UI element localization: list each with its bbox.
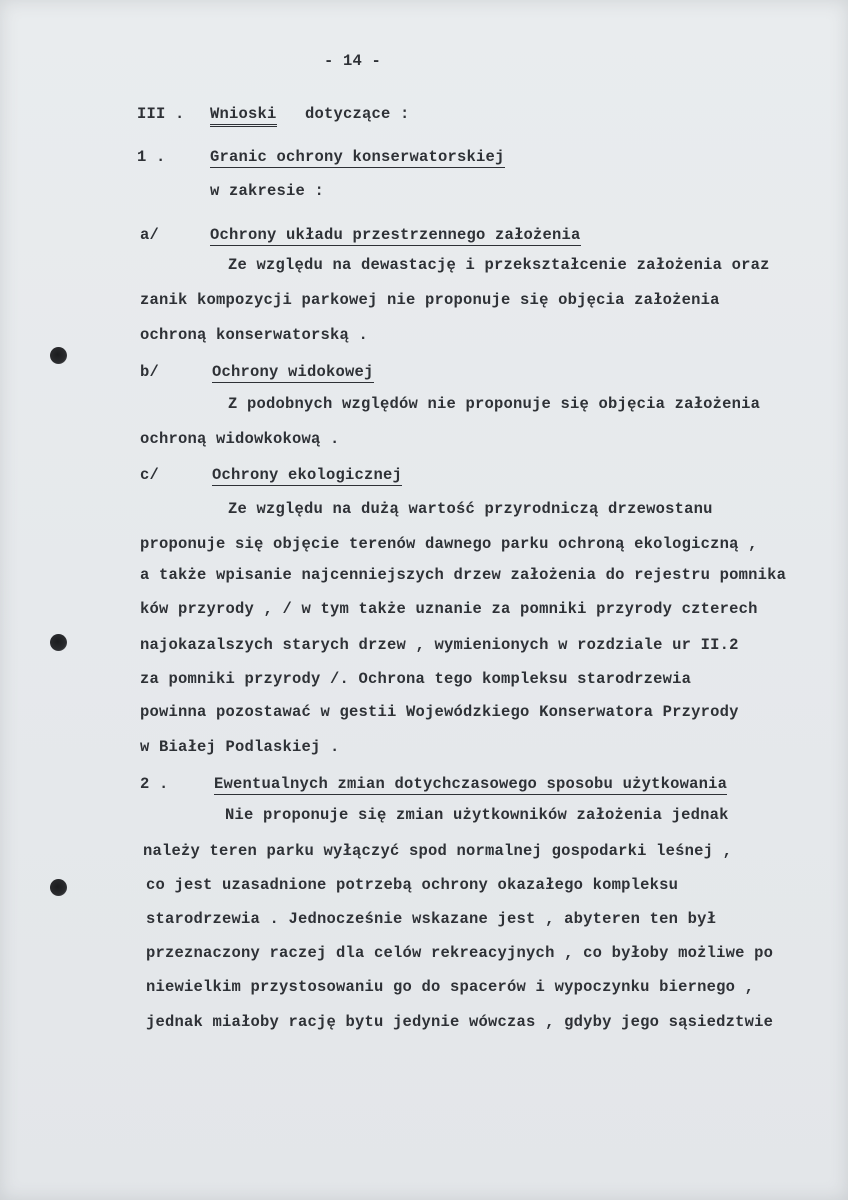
item-c-title <box>212 466 402 484</box>
item-c-line-5: najokazalszych starych drzew , wymienionych w rozdziale ur II.2 <box>140 636 739 654</box>
section2-number: 2 . <box>140 775 169 793</box>
item-b-title-text: Ochrony widokowej <box>212 363 374 381</box>
section2-line-6: niewielkim przystosowaniu go do spacerów i wypoczynku biernego , <box>146 978 755 996</box>
punch-hole-1 <box>50 347 67 364</box>
item-a-line-3: ochroną konserwatorską . <box>140 326 369 344</box>
punch-hole-3 <box>50 879 67 896</box>
item-b-line-1: Z podobnych względów nie proponuje się objęcia założenia <box>228 395 761 413</box>
item-c-line-4: ków przyrody , / w tym także uznanie za pomniki przyrody czterech <box>140 600 758 618</box>
section2-title-text: Ewentualnych zmian dotychczasowego sposobu użytkowania <box>214 775 728 793</box>
heading-rest: dotyczące : <box>305 105 410 123</box>
punch-hole-2 <box>50 634 67 651</box>
item-b-line-2: ochroną widowkokową . <box>140 430 340 448</box>
heading-title <box>210 105 277 123</box>
item-c-line-7: powinna pozostawać w gestii Wojewódzkiego Konserwatora Przyrody <box>140 703 739 721</box>
section2-line-3: co jest uzasadnione potrzebą ochrony okazałego kompleksu <box>146 876 679 894</box>
item-c-line-1: Ze względu na dużą wartość przyrodniczą drzewostanu <box>228 500 713 518</box>
section1-subtitle: w zakresie : <box>210 182 325 200</box>
section2-line-1: Nie proponuje się zmian użytkowników założenia jednak <box>225 806 729 824</box>
section2-line-7: jednak miałoby rację bytu jedynie wówczas , gdyby jego sąsiedztwie <box>146 1013 774 1031</box>
section1-title-text: Granic ochrony konserwatorskiej <box>210 148 505 166</box>
item-b-title <box>212 363 374 381</box>
section2-line-5: przeznaczony raczej dla celów rekreacyjnych , co byłoby możliwe po <box>146 944 774 962</box>
heading-title-text: Wnioski <box>210 105 277 127</box>
section2-line-2: należy teren parku wyłączyć spod normalnej gospodarki leśnej , <box>143 842 733 860</box>
item-a-title-text: Ochrony układu przestrzennego założenia <box>210 226 581 244</box>
section1-title <box>210 148 505 166</box>
item-a-line-2: zanik kompozycji parkowej nie proponuje się objęcia założenia <box>140 291 720 309</box>
item-a-title <box>210 226 581 244</box>
item-c-line-6: za pomniki przyrody /. Ochrona tego kompleksu starodrzewia <box>140 670 692 688</box>
item-c-label: c/ <box>140 466 160 484</box>
item-a-label: a/ <box>140 226 160 244</box>
section1-number: 1 . <box>137 148 166 166</box>
item-c-line-2: proponuje się objęcie terenów dawnego parku ochroną ekologiczną , <box>140 535 758 553</box>
item-c-title-text: Ochrony ekologicznej <box>212 466 403 484</box>
item-a-line-1: Ze względu na dewastację i przekształcenie założenia oraz <box>228 256 770 274</box>
page-number: - 14 - <box>324 52 382 70</box>
item-c-line-8: w Białej Podlaskiej . <box>140 738 340 756</box>
section2-line-4: starodrzewia . Jednocześnie wskazane jest , abyteren ten był <box>146 910 717 928</box>
item-b-label: b/ <box>140 363 160 381</box>
heading-roman: III . <box>137 105 185 123</box>
item-c-line-3: a także wpisanie najcenniejszych drzew założenia do rejestru pomnika <box>140 566 787 584</box>
section2-title <box>214 775 727 793</box>
